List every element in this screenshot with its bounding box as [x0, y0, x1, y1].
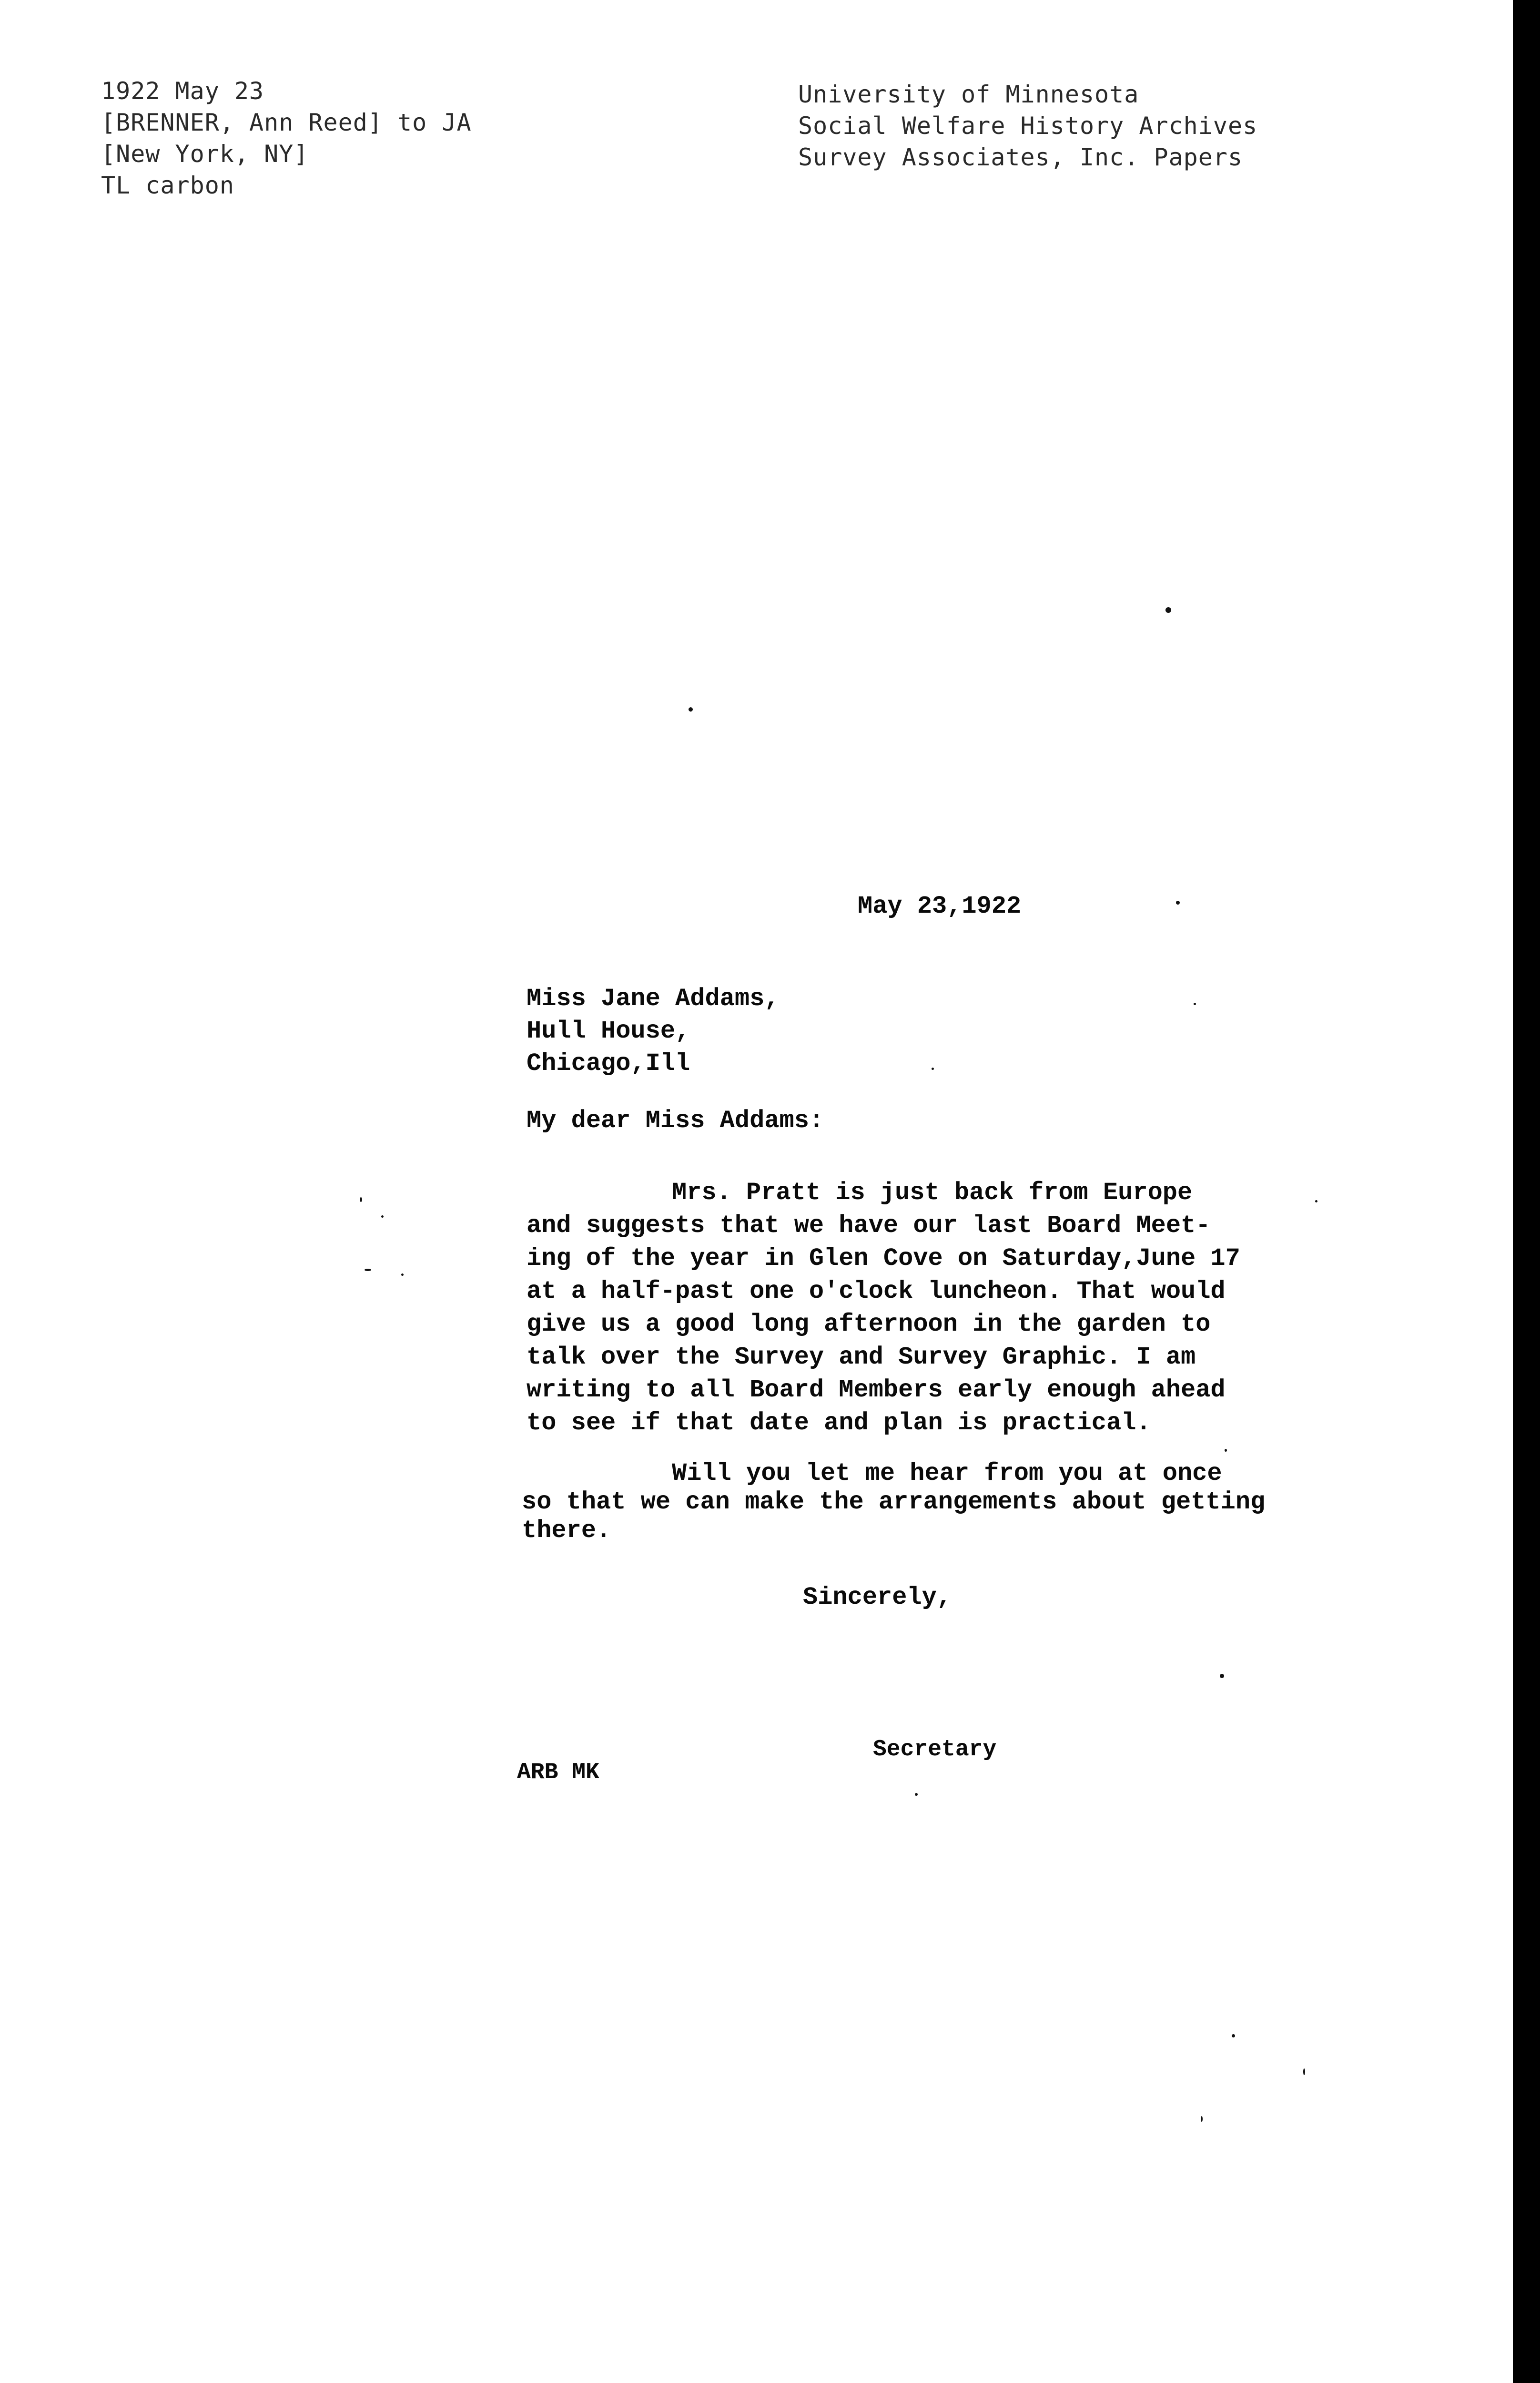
- salutation: My dear Miss Addams:: [527, 1107, 824, 1135]
- body-line: so that we can make the arrangements about getting: [522, 1488, 1266, 1516]
- scan-speck: [1315, 1200, 1317, 1202]
- scan-speck: [381, 1215, 384, 1218]
- scan-speck: [401, 1273, 404, 1276]
- scan-speck: [365, 1269, 371, 1271]
- scan-speck: [1194, 1003, 1196, 1005]
- body-line: Will you let me hear from you at once: [672, 1459, 1222, 1487]
- body-paragraph-2: [522, 1459, 1265, 1545]
- inside-address: [527, 983, 780, 1080]
- citation-place: [New York, NY]: [101, 140, 309, 168]
- scan-speck: [915, 1793, 918, 1796]
- recipient-name: Miss Jane Addams,: [527, 985, 780, 1013]
- scan-speck: [1165, 607, 1171, 613]
- archive-citation: [101, 75, 472, 201]
- scan-speck: [1201, 2116, 1203, 2122]
- signature-title: Secretary: [873, 1737, 997, 1762]
- body-line: at a half-past one o'clock luncheon. That would: [527, 1277, 1226, 1305]
- source-institution: University of Minnesota: [798, 81, 1139, 108]
- body-line: ing of the year in Glen Cove on Saturday,June 17: [527, 1244, 1240, 1273]
- scan-speck: [1220, 1674, 1224, 1678]
- archive-source: [798, 79, 1257, 173]
- recipient-street: Hull House,: [527, 1017, 690, 1045]
- body-line: talk over the Survey and Survey Graphic. I am: [527, 1343, 1196, 1371]
- letter-date: May 23,1922: [858, 892, 1022, 920]
- scan-speck: [1176, 901, 1180, 905]
- scan-speck: [360, 1197, 362, 1202]
- scan-speck: [1225, 1449, 1227, 1452]
- scan-speck: [1232, 2034, 1235, 2037]
- complimentary-close: Sincerely,: [803, 1583, 952, 1611]
- body-line: there.: [522, 1517, 611, 1545]
- scan-border-right: [1513, 0, 1540, 2383]
- body-line: give us a good long afternoon in the garden to: [527, 1310, 1211, 1338]
- source-archive: Social Welfare History Archives: [798, 112, 1258, 140]
- body-line: and suggests that we have our last Board Meet-: [527, 1212, 1211, 1240]
- scan-speck: [1303, 2068, 1305, 2075]
- body-line: Mrs. Pratt is just back from Europe: [672, 1179, 1193, 1207]
- scan-speck: [689, 707, 693, 712]
- body-paragraph-1: [527, 1176, 1240, 1439]
- body-line: to see if that date and plan is practical.: [527, 1409, 1151, 1437]
- source-collection: Survey Associates, Inc. Papers: [798, 143, 1243, 171]
- citation-format: TL carbon: [101, 172, 234, 199]
- body-line: writing to all Board Members early enough ahead: [527, 1376, 1226, 1404]
- scan-speck: [932, 1068, 934, 1070]
- citation-correspondents: [BRENNER, Ann Reed] to JA: [101, 109, 472, 136]
- citation-date: 1922 May 23: [101, 77, 264, 105]
- reference-initials: ARB MK: [517, 1760, 599, 1785]
- recipient-city: Chicago,Ill: [527, 1049, 690, 1078]
